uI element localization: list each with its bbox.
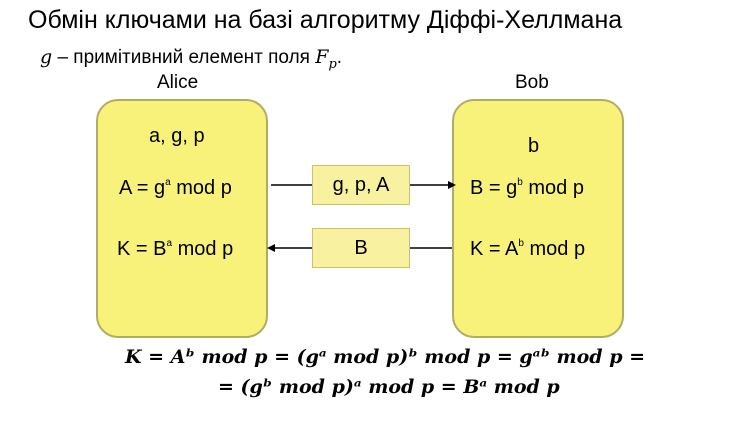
- alice-params: a, g, p: [149, 125, 205, 147]
- slide-title: Обмін ключами на базі алгоритму Діффі-Хеллмана: [28, 6, 623, 34]
- formula-line-1: K = Aᵇ mod p = (gᵃ mod p)ᵇ mod p = gᵃᵇ mod p =: [125, 346, 646, 368]
- field-subscript: p: [328, 57, 337, 72]
- bob-key-exp: b: [518, 238, 524, 249]
- alice-key-prefix: K = B: [117, 238, 167, 260]
- bob-pub-exp: b: [517, 177, 523, 188]
- subtitle-text: – примітивний елемент поля: [52, 47, 316, 68]
- bob-label: Bob: [515, 72, 549, 93]
- message-to-alice: B: [312, 228, 410, 268]
- message-to-bob: g, p, A: [312, 165, 410, 205]
- subtitle-end: .: [336, 47, 343, 68]
- alice-pub-prefix: A = g: [119, 177, 166, 199]
- alice-key-suffix: mod p: [172, 238, 234, 260]
- bob-key-prefix: K = A: [470, 238, 519, 260]
- bob-key-suffix: mod p: [523, 238, 586, 260]
- alice-key-exp: a: [166, 238, 173, 249]
- alice-pub-exp: a: [165, 177, 171, 188]
- formula-line-2: = (gᵇ mod p)ᵃ mod p = Bᵃ mod p: [218, 376, 560, 398]
- bob-params: b: [528, 135, 540, 157]
- generator-variable: g: [40, 46, 53, 68]
- field-symbol: F: [315, 46, 329, 68]
- alice-label: Alice: [157, 72, 199, 93]
- bob-pub-suffix: mod p: [522, 177, 584, 199]
- alice-pub-suffix: mod p: [170, 177, 232, 199]
- bob-pub-prefix: B = g: [470, 177, 518, 199]
